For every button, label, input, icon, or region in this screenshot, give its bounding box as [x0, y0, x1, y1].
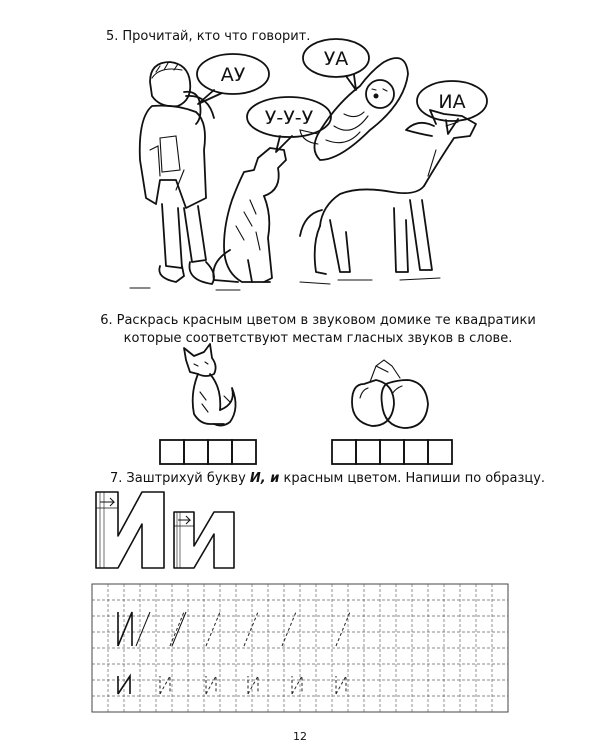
fox-icon	[184, 344, 236, 426]
copy-row-upper	[118, 612, 350, 646]
task-6-line-2: которые соответствуют местам гласных звуков в слове.	[123, 331, 513, 346]
bubble-wolf-text: У-У-У	[264, 107, 314, 129]
bubble-donkey-text: ИА	[438, 91, 466, 113]
sound-box-plums-2[interactable]	[356, 440, 380, 464]
sound-box-plums-4[interactable]	[404, 440, 428, 464]
sound-box-plums-3[interactable]	[380, 440, 404, 464]
sound-house-plums	[332, 440, 452, 464]
sound-box-fox-2[interactable]	[184, 440, 208, 464]
task-7-letters: И, и	[249, 471, 280, 486]
copybook-grid[interactable]	[92, 584, 508, 712]
sound-box-fox-3[interactable]	[208, 440, 232, 464]
sound-box-fox-4[interactable]	[232, 440, 256, 464]
boy-calling-icon	[140, 62, 214, 284]
sound-box-fox-1[interactable]	[160, 440, 184, 464]
bubble-baby	[303, 39, 369, 90]
outline-letter-upper-i[interactable]	[96, 492, 164, 568]
wolf-howling-icon	[213, 148, 286, 282]
page-number: 12	[293, 730, 307, 743]
ground-lines	[130, 278, 440, 290]
sound-box-plums-1[interactable]	[332, 440, 356, 464]
task-6-line-1: Раскрась красным цветом в звуковом домике те квадратики	[116, 313, 536, 328]
task-7-text-after: красным цветом. Напиши по образцу.	[283, 471, 546, 486]
bubble-baby-text: УА	[323, 48, 349, 70]
plums-icon	[352, 360, 428, 428]
task-7-text-before: Заштрихуй букву	[126, 471, 246, 486]
sound-house-fox	[160, 440, 256, 464]
sound-box-plums-5[interactable]	[428, 440, 452, 464]
task-5-number: 5.	[106, 29, 119, 44]
bubble-donkey	[417, 81, 487, 134]
task-7-number: 7.	[110, 471, 123, 486]
task-6-number: 6.	[100, 313, 113, 328]
copy-row-lower	[118, 676, 346, 694]
task-5-text: Прочитай, кто что говорит.	[122, 29, 311, 44]
donkey-braying-icon	[300, 110, 476, 274]
bubble-boy	[197, 54, 269, 104]
bubble-boy-text: АУ	[220, 64, 246, 86]
outline-letter-lower-i[interactable]	[174, 512, 234, 568]
